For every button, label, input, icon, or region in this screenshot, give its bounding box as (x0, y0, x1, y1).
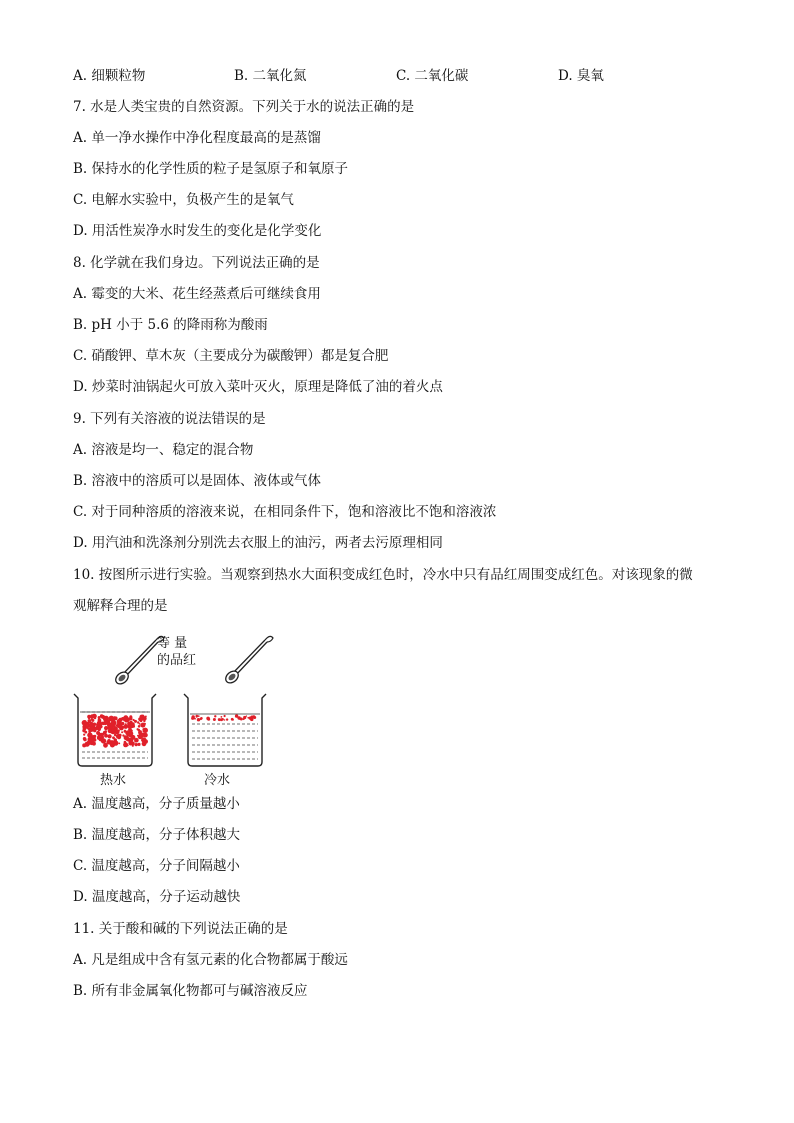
dye-particle (135, 743, 138, 746)
q10-option-b: B. 温度越高，分子体积越大 (73, 827, 241, 843)
dye-particle (84, 739, 86, 741)
dye-particle (93, 729, 96, 732)
q10-option-c: C. 温度越高，分子间隔越小 (73, 858, 240, 874)
dye-particle (94, 717, 96, 719)
dye-particle (137, 721, 139, 723)
q7-option-b: B. 保持水的化学性质的粒子是氢原子和氧原子 (73, 161, 349, 177)
q8-stem: 8. 化学就在我们身边。下列说法正确的是 (73, 255, 320, 271)
dye-particle (89, 741, 92, 744)
dye-particle (82, 743, 86, 747)
dye-particle (214, 715, 216, 717)
q11-stem: 11. 关于酸和碱的下列说法正确的是 (73, 921, 288, 937)
q9-stem: 9. 下列有关溶液的说法错误的是 (73, 411, 266, 427)
dye-particle (99, 733, 101, 735)
dye-particle (91, 723, 95, 727)
dye-particle (196, 716, 198, 718)
dye-particle (113, 723, 115, 725)
dye-particle (239, 718, 241, 720)
dye-particle (124, 735, 129, 740)
dye-particle (121, 731, 123, 733)
dye-particle (89, 730, 91, 732)
dye-particle (143, 720, 145, 722)
right-spoon-icon (223, 636, 273, 685)
dye-particle (111, 730, 115, 734)
dye-particle (218, 719, 221, 722)
dye-particle (253, 716, 256, 719)
dye-particle (124, 730, 126, 732)
dye-particle (113, 717, 115, 719)
dye-particle (130, 730, 133, 733)
dye-particle (191, 717, 194, 720)
figure-label-equal: 等 量 (157, 636, 188, 651)
dye-particle (87, 728, 89, 730)
q8-option-a: A. 霉变的大米、花生经蒸煮后可继续食用 (73, 286, 321, 302)
q8-option-b: B. pH 小于 5.6 的降雨称为酸雨 (73, 317, 268, 333)
dye-particle (143, 742, 146, 745)
dye-particle (100, 714, 103, 717)
dye-particle (83, 734, 85, 736)
dye-particle (104, 720, 107, 723)
dye-particle (84, 721, 87, 724)
q10-stem-line1: 10. 按图所示进行实验。当观察到热水大面积变成红色时，冷水中只有品红周围变成红色。对该现象的微 (73, 567, 693, 583)
dye-particle (129, 717, 132, 720)
q10-stem-line2: 观解释合理的是 (73, 598, 168, 614)
experiment-figure (60, 630, 290, 790)
hot-water-beaker (74, 694, 156, 766)
dye-particle (128, 725, 130, 727)
dye-particle (126, 733, 128, 735)
hot-water-red-dye (82, 714, 148, 748)
q10-option-a: A. 温度越高，分子质量越小 (73, 796, 240, 812)
q6-option-c: C. 二氧化碳 (396, 68, 469, 84)
q6-option-b: B. 二氧化氮 (234, 68, 307, 84)
q7-stem: 7. 水是人类宝贵的自然资源。下列关于水的说法正确的是 (73, 99, 415, 115)
dye-particle (116, 734, 120, 738)
cold-water-label: 冷水 (204, 773, 231, 788)
dye-particle (113, 741, 118, 746)
dye-particle (124, 725, 128, 729)
dye-particle (134, 738, 139, 743)
dye-particle (226, 718, 228, 720)
q9-option-c: C. 对于同种溶质的溶液来说，在相同条件下，饱和溶液比不饱和溶液浓 (73, 504, 497, 520)
q9-option-a: A. 溶液是均一、稳定的混合物 (73, 442, 254, 458)
dye-particle (221, 716, 223, 718)
dye-particle (130, 725, 133, 728)
q7-option-a: A. 单一净水操作中净化程度最高的是蒸馏 (73, 130, 321, 146)
dye-particle (213, 718, 216, 721)
dye-particle (127, 745, 129, 747)
dye-particle (121, 722, 124, 725)
figure-label-dye: 的品红 (157, 653, 197, 668)
q8-option-d: D. 炒菜时油锅起火可放入菜叶灭火，原理是降低了油的着火点 (73, 379, 443, 395)
q9-option-b: B. 溶液中的溶质可以是固体、液体或气体 (73, 473, 322, 489)
dye-particle (101, 738, 106, 743)
dye-particle (235, 714, 238, 717)
dye-particle (207, 718, 210, 721)
cold-water-red-dye (191, 714, 256, 721)
dye-particle (133, 719, 135, 721)
dye-particle (198, 715, 200, 717)
dye-particle (104, 730, 107, 733)
dye-particle (91, 718, 93, 720)
dye-particle (139, 717, 143, 721)
q11-option-a: A. 凡是组成中含有氢元素的化合物都属于酸远 (73, 952, 348, 968)
dye-particle (137, 728, 139, 730)
dye-particle (243, 718, 245, 720)
dye-particle (144, 723, 146, 725)
dye-particle (143, 728, 148, 733)
hot-water-label: 热水 (100, 773, 127, 788)
dye-particle (88, 717, 90, 719)
dye-particle (224, 715, 226, 717)
dye-particle (137, 743, 140, 746)
q7-option-c: C. 电解水实验中，负极产生的是氧气 (73, 192, 294, 208)
q11-option-b: B. 所有非金属氧化物都可与碱溶液反应 (73, 983, 308, 999)
dye-particle (246, 715, 247, 716)
dye-particle (118, 743, 120, 745)
dye-particle (118, 724, 120, 726)
dye-particle (194, 718, 196, 720)
q6-option-d: D. 臭氧 (558, 68, 604, 84)
q6-option-a: A. 细颗粒物 (73, 68, 146, 84)
dye-particle (138, 725, 141, 728)
dye-particle (139, 733, 144, 738)
dye-particle (132, 745, 134, 747)
dye-particle (94, 735, 97, 738)
dye-particle (117, 719, 122, 724)
dye-particle (83, 727, 87, 731)
dye-particle (108, 734, 112, 738)
cold-water-beaker (184, 694, 266, 766)
q7-option-d: D. 用活性炭净水时发生的变化是化学变化 (73, 223, 322, 239)
dye-particle (231, 718, 234, 721)
q10-option-d: D. 温度越高，分子运动越快 (73, 889, 241, 905)
dye-particle (250, 716, 253, 719)
dye-particle (104, 726, 108, 730)
dye-particle (200, 717, 203, 720)
dye-particle (104, 734, 108, 738)
dye-particle (123, 715, 128, 720)
dye-particle (107, 739, 110, 742)
dye-particle (98, 719, 102, 723)
dye-particle (107, 722, 111, 726)
dye-particle (112, 736, 115, 739)
dye-particle (137, 735, 139, 737)
dye-particle (197, 718, 200, 721)
dye-particle (250, 719, 252, 721)
q9-option-d: D. 用汽油和洗涤剂分别洗去衣服上的油污，两者去污原理相同 (73, 535, 443, 551)
dye-particle (125, 743, 127, 745)
dye-particle (224, 719, 225, 720)
q8-option-c: C. 硝酸钾、草木灰（主要成分为碳酸钾）都是复合肥 (73, 348, 389, 364)
